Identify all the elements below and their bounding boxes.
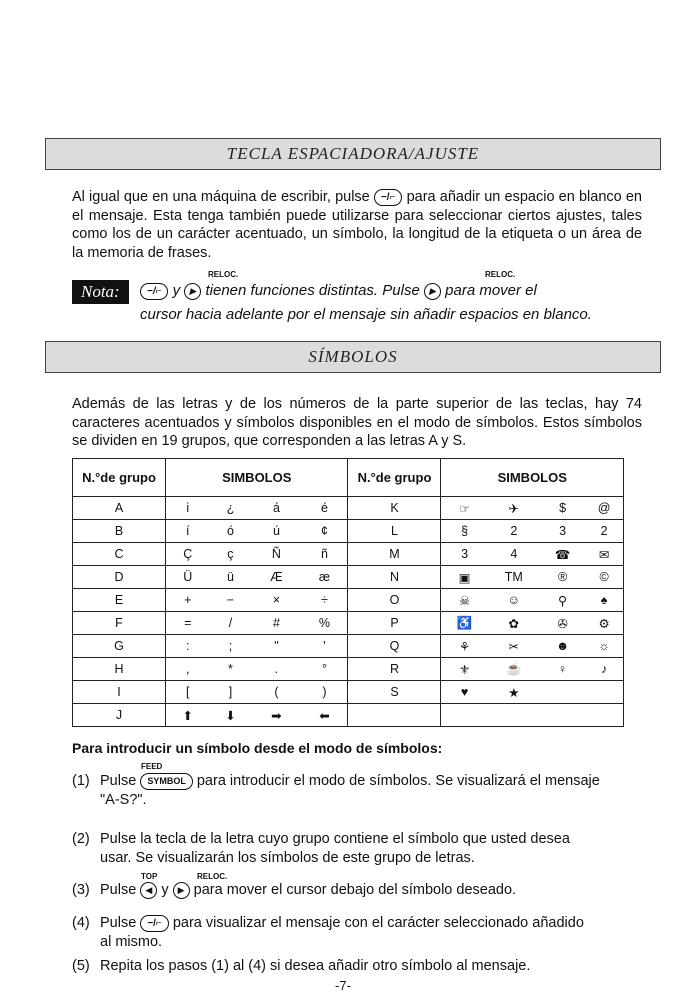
symbol-cell: ¢ bbox=[301, 520, 348, 543]
group-letter: E bbox=[73, 589, 166, 612]
step-number: (5) bbox=[72, 958, 90, 974]
group-letter: J bbox=[73, 704, 166, 727]
group-letter: A bbox=[73, 497, 166, 520]
col-group-left: N.°de grupo bbox=[73, 459, 166, 497]
symbol-cell: . bbox=[251, 658, 301, 681]
table-row bbox=[73, 704, 624, 727]
symbol-cell: i bbox=[166, 497, 210, 520]
symbol-cell: ✉ bbox=[585, 543, 623, 566]
symbol-cell: ÷ bbox=[301, 589, 348, 612]
col-group-right: N.°de grupo bbox=[348, 459, 441, 497]
symbol-cell: ⚘ bbox=[441, 635, 488, 658]
symbol-cell: ✇ bbox=[540, 612, 585, 635]
symbol-cell: ☞ bbox=[441, 497, 488, 520]
page-number: -7- bbox=[335, 978, 351, 993]
symbol-cell: ♿ bbox=[441, 612, 488, 635]
right-arrow-key-icon: ▶ bbox=[424, 283, 441, 300]
symbol-cell: 2 bbox=[585, 520, 623, 543]
symbol-cell: ) bbox=[301, 681, 348, 704]
note-label: Nota: bbox=[72, 280, 129, 304]
symbol-cell: ▣ bbox=[441, 566, 488, 589]
symbol-cell: ° bbox=[301, 658, 348, 681]
step-number: (3) bbox=[72, 882, 90, 898]
symbol-cell: × bbox=[251, 589, 301, 612]
group-letter: D bbox=[73, 566, 166, 589]
note-text-c: para mover el bbox=[445, 282, 537, 299]
symbol-cell: ] bbox=[209, 681, 251, 704]
space-key-icon: −/⌐ bbox=[374, 189, 402, 206]
symbol-cell: ( bbox=[251, 681, 301, 704]
symbol-cell: ☻ bbox=[540, 635, 585, 658]
symbol-cell: ☎ bbox=[540, 543, 585, 566]
table-row bbox=[73, 497, 624, 520]
symbol-cell: / bbox=[209, 612, 251, 635]
symbol-cell: ¿ bbox=[209, 497, 251, 520]
step-text: para introducir el modo de símbolos. Se visualizará el mensaje bbox=[196, 773, 600, 789]
symbol-cell: ú bbox=[251, 520, 301, 543]
symbol-cell: © bbox=[585, 566, 623, 589]
symbol-cell: í bbox=[166, 520, 210, 543]
symbol-cell: ⚲ bbox=[540, 589, 585, 612]
symbol-cell: ⬆ bbox=[166, 704, 210, 727]
symbol-cell: # bbox=[251, 612, 301, 635]
reloc-caption-2: RELOC. bbox=[485, 270, 516, 279]
symbol-cell: ♪ bbox=[585, 658, 623, 681]
symbol-cell: , bbox=[166, 658, 210, 681]
table-row bbox=[73, 612, 624, 635]
group-letter: H bbox=[73, 658, 166, 681]
symbol-cell: ☕ bbox=[488, 658, 540, 681]
section-header-symbols: SÍMBOLOS bbox=[45, 341, 661, 373]
symbol-cell: æ bbox=[301, 566, 348, 589]
table-row bbox=[73, 589, 624, 612]
symbol-cell: 3 bbox=[540, 520, 585, 543]
symbol-cell: ♥ bbox=[441, 681, 488, 704]
table-row bbox=[73, 543, 624, 566]
right-arrow-key-icon: ▶ bbox=[184, 283, 201, 300]
symbol-cell: ☺ bbox=[488, 589, 540, 612]
symbol-cell: é bbox=[301, 497, 348, 520]
step-text: Pulse la tecla de la letra cuyo grupo contiene el símbolo que usted desea bbox=[100, 831, 570, 847]
symbol-cell: @ bbox=[585, 497, 623, 520]
group-letter bbox=[348, 704, 441, 727]
group-letter: Q bbox=[348, 635, 441, 658]
symbol-cell: ♀ bbox=[540, 658, 585, 681]
symbol-cell: : bbox=[166, 635, 210, 658]
symbol-cell: ñ bbox=[301, 543, 348, 566]
group-letter: F bbox=[73, 612, 166, 635]
symbol-cell: ⚜ bbox=[441, 658, 488, 681]
symbol-cell: á bbox=[251, 497, 301, 520]
symbol-cell: ⬇ bbox=[209, 704, 251, 727]
step-text: para mover el cursor debajo del símbolo deseado. bbox=[193, 882, 517, 898]
symbol-cell bbox=[585, 704, 623, 727]
table-row bbox=[73, 635, 624, 658]
section-header-spacebar: TECLA ESPACIADORA/AJUSTE bbox=[45, 138, 661, 170]
symbol-cell: ✿ bbox=[488, 612, 540, 635]
note-text-a: y bbox=[172, 282, 181, 299]
symbol-cell bbox=[585, 681, 623, 704]
table-row bbox=[73, 658, 624, 681]
group-letter: P bbox=[348, 612, 441, 635]
symbol-cell: ç bbox=[209, 543, 251, 566]
note-text-b: tienen funciones distintas. Pulse bbox=[205, 282, 420, 299]
symbol-cell: " bbox=[251, 635, 301, 658]
symbol-cell: ★ bbox=[488, 681, 540, 704]
group-letter: K bbox=[348, 497, 441, 520]
symbol-cell: § bbox=[441, 520, 488, 543]
group-letter: C bbox=[73, 543, 166, 566]
symbol-cell: ⚙ bbox=[585, 612, 623, 635]
symbol-cell: ➡ bbox=[251, 704, 301, 727]
left-arrow-key-icon: ◀ bbox=[140, 882, 157, 899]
symbol-cell: Æ bbox=[251, 566, 301, 589]
group-letter: G bbox=[73, 635, 166, 658]
symbol-cell: + bbox=[166, 589, 210, 612]
note-line-1 bbox=[140, 281, 640, 301]
step-text: Repita los pasos (1) al (4) si desea añadir otro símbolo al mensaje. bbox=[100, 958, 531, 974]
symbol-cell: Ç bbox=[166, 543, 210, 566]
symbol-cell: [ bbox=[166, 681, 210, 704]
symbol-cell: ✈ bbox=[488, 497, 540, 520]
symbol-cell: 4 bbox=[488, 543, 540, 566]
symbol-cell: ; bbox=[209, 635, 251, 658]
group-letter: I bbox=[73, 681, 166, 704]
step-number: (1) bbox=[72, 773, 90, 789]
spacebar-paragraph bbox=[72, 188, 642, 262]
symbol-key-icon: SYMBOL bbox=[140, 773, 193, 790]
symbol-cell: = bbox=[166, 612, 210, 635]
reloc-caption-3: RELOC. bbox=[197, 872, 228, 881]
symbol-cell: Ñ bbox=[251, 543, 301, 566]
right-arrow-key-icon: ▶ bbox=[173, 882, 190, 899]
instructions-title: Para introducir un símbolo desde el modo de símbolos: bbox=[72, 740, 443, 756]
space-key-icon: −/⌐ bbox=[140, 915, 168, 932]
step-text: "A-S?". bbox=[100, 792, 147, 808]
symbol-cell: 2 bbox=[488, 520, 540, 543]
symbol-cell bbox=[540, 681, 585, 704]
step-text: al mismo. bbox=[100, 934, 163, 950]
group-letter: R bbox=[348, 658, 441, 681]
symbol-cell bbox=[540, 704, 585, 727]
col-symbols-right: SIMBOLOS bbox=[441, 459, 624, 497]
group-letter: B bbox=[73, 520, 166, 543]
step-text: y bbox=[161, 882, 169, 898]
symbol-cell: ☼ bbox=[585, 635, 623, 658]
step-number: (2) bbox=[72, 831, 90, 847]
table-row bbox=[73, 520, 624, 543]
group-letter: N bbox=[348, 566, 441, 589]
group-letter: S bbox=[348, 681, 441, 704]
symbol-cell: ü bbox=[209, 566, 251, 589]
feed-caption: FEED bbox=[141, 762, 163, 771]
group-letter: L bbox=[348, 520, 441, 543]
table-row bbox=[73, 566, 624, 589]
symbol-cell: * bbox=[209, 658, 251, 681]
reloc-caption-1: RELOC. bbox=[208, 270, 239, 279]
symbol-cell: ✂ bbox=[488, 635, 540, 658]
step-text: para visualizar el mensaje con el carácter seleccionado añadido bbox=[172, 915, 584, 931]
step-number: (4) bbox=[72, 915, 90, 931]
symbols-table bbox=[72, 458, 624, 727]
symbol-cell: TM bbox=[488, 566, 540, 589]
table-row bbox=[73, 681, 624, 704]
group-letter: M bbox=[348, 543, 441, 566]
spacebar-text-a: Al igual que en una máquina de escribir, pulse bbox=[72, 189, 370, 205]
step-text: Pulse bbox=[100, 882, 137, 898]
note-line-2: cursor hacia adelante por el mensaje sin añadir espacios en blanco. bbox=[140, 306, 592, 323]
symbol-cell: 3 bbox=[441, 543, 488, 566]
symbol-cell: ♠ bbox=[585, 589, 623, 612]
col-symbols-left: SIMBOLOS bbox=[166, 459, 348, 497]
top-caption: TOP bbox=[141, 872, 158, 881]
symbol-cell: ⬅ bbox=[301, 704, 348, 727]
space-key-icon: −/⌐ bbox=[140, 283, 168, 300]
symbol-cell: ® bbox=[540, 566, 585, 589]
symbol-cell bbox=[441, 704, 488, 727]
symbols-paragraph: Además de las letras y de los números de la parte superior de las teclas, hay 74 caracteres acentuados y símbolos disponibles en el modo de símbolos. Estos símbolos se dividen en 19 grupos, que corresponden a las letras A y S. bbox=[72, 396, 642, 449]
symbol-cell: % bbox=[301, 612, 348, 635]
symbol-cell: $ bbox=[540, 497, 585, 520]
step-text: Pulse bbox=[100, 773, 137, 789]
step-text: usar. Se visualizarán los símbolos de este grupo de letras. bbox=[100, 850, 475, 866]
symbol-cell: ☠ bbox=[441, 589, 488, 612]
spacebar-text-b: para añadir un espacio en blanco en el mensaje. Esta tenga también puede utilizarse para seleccionar ciertos ajustes, tales como los de un carácter acentuado, un símbolo, la longitud de la etiqueta o un área de la memoria de frases. bbox=[72, 189, 643, 261]
symbol-cell: Ü bbox=[166, 566, 210, 589]
symbol-cell: ó bbox=[209, 520, 251, 543]
symbol-cell bbox=[488, 704, 540, 727]
symbol-cell: ' bbox=[301, 635, 348, 658]
symbol-cell: − bbox=[209, 589, 251, 612]
group-letter: O bbox=[348, 589, 441, 612]
step-text: Pulse bbox=[100, 915, 137, 931]
